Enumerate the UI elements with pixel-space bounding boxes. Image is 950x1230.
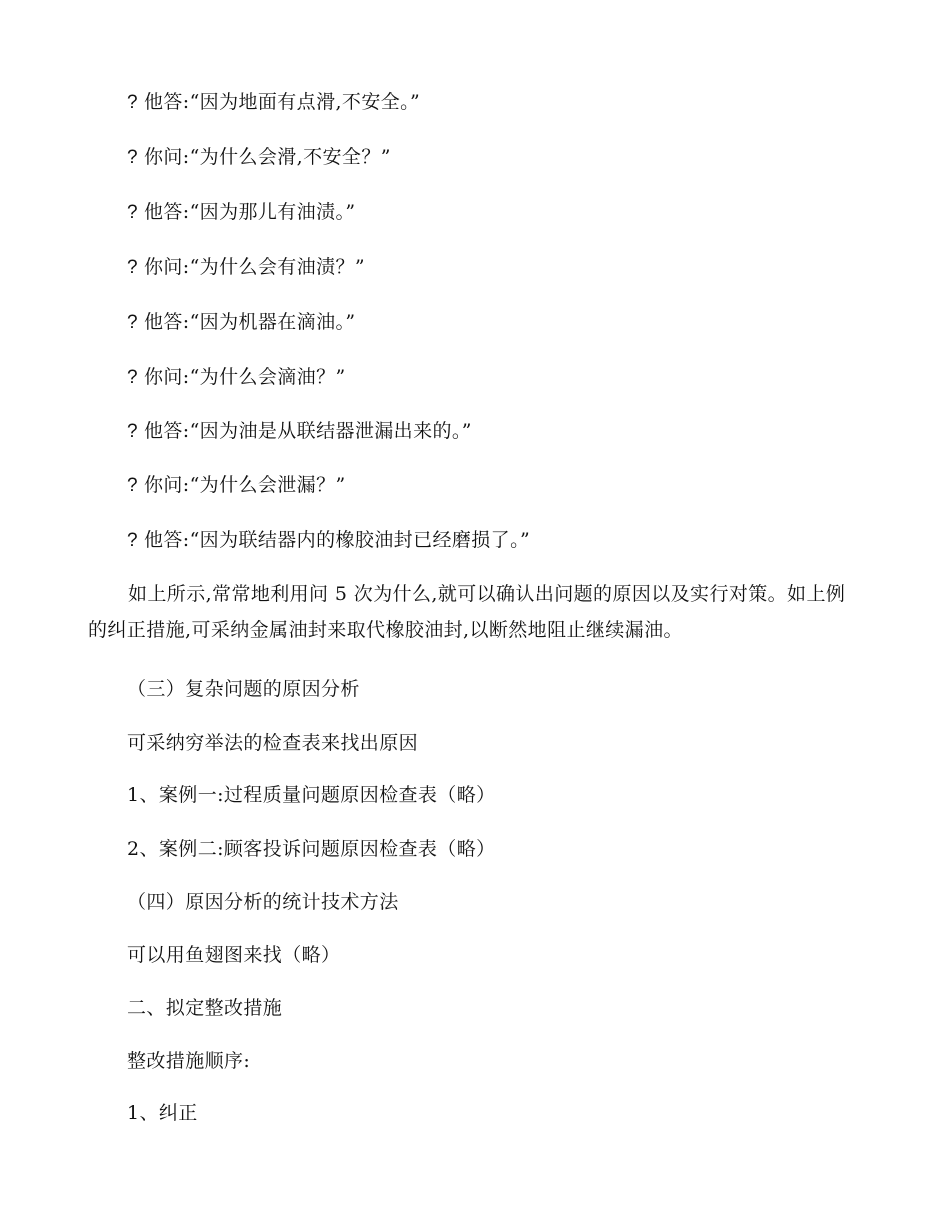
dialogue-text: 他答:“因为地面有点滑,不安全。” [143, 91, 421, 113]
section-text: 可以用鱼翅图来找（略） [127, 944, 341, 966]
dialogue-text: 你问:“为什么会有油渍？” [143, 256, 365, 278]
summary-paragraph: 如上所示,常常地利用问 5 次为什么,就可以确认出问题的原因以及实行对策。如上例的纠正措施,可采纳金属油封来取代橡胶油封,以断然地阻止继续漏油。 [88, 583, 846, 641]
case-item-2: 2、案例二:顾客投诉问题原因检查表（略） [127, 838, 496, 860]
dialogue-text: 你问:“为什么会泄漏？” [143, 474, 346, 496]
question-mark: ? [127, 475, 138, 496]
question-mark: ? [127, 147, 138, 168]
dialogue-line [127, 89, 420, 116]
dialogue-line [127, 199, 356, 226]
case-item-1: 1、案例一:过程质量问题原因检查表（略） [127, 784, 496, 806]
dialogue-line [127, 309, 356, 336]
section-intro: 可采纳穷举法的检查表来找出原因 [127, 732, 419, 754]
dialogue-text: 你问:“为什么会滴油？” [143, 366, 346, 388]
question-mark: ? [127, 312, 138, 333]
section-heading-4: （四）原因分析的统计技术方法 [127, 891, 399, 913]
section-heading-3: （三）复杂问题的原因分析 [127, 678, 360, 700]
dialogue-text: 你问:“为什么会滑,不安全？” [143, 146, 391, 168]
question-mark: ? [127, 92, 138, 113]
dialogue-line [127, 527, 530, 554]
question-mark: ? [127, 530, 138, 551]
question-mark: ? [127, 421, 138, 442]
dialogue-line [127, 144, 391, 171]
question-mark: ? [127, 367, 138, 388]
part-heading: 二、拟定整改措施 [127, 997, 283, 1019]
order-item-1: 1、纠正 [127, 1102, 198, 1124]
dialogue-text: 他答:“因为那儿有油渍。” [143, 201, 356, 223]
dialogue-line [127, 254, 365, 281]
dialogue-text: 他答:“因为油是从联结器泄漏出来的。” [143, 420, 472, 442]
dialogue-line [127, 472, 346, 499]
question-mark: ? [127, 257, 138, 278]
question-mark: ? [127, 202, 138, 223]
order-label: 整改措施顺序: [127, 1050, 251, 1072]
dialogue-line [127, 418, 472, 445]
dialogue-text: 他答:“因为机器在滴油。” [143, 311, 356, 333]
dialogue-text: 他答:“因为联结器内的橡胶油封已经磨损了。” [143, 529, 531, 551]
dialogue-line [127, 364, 346, 391]
